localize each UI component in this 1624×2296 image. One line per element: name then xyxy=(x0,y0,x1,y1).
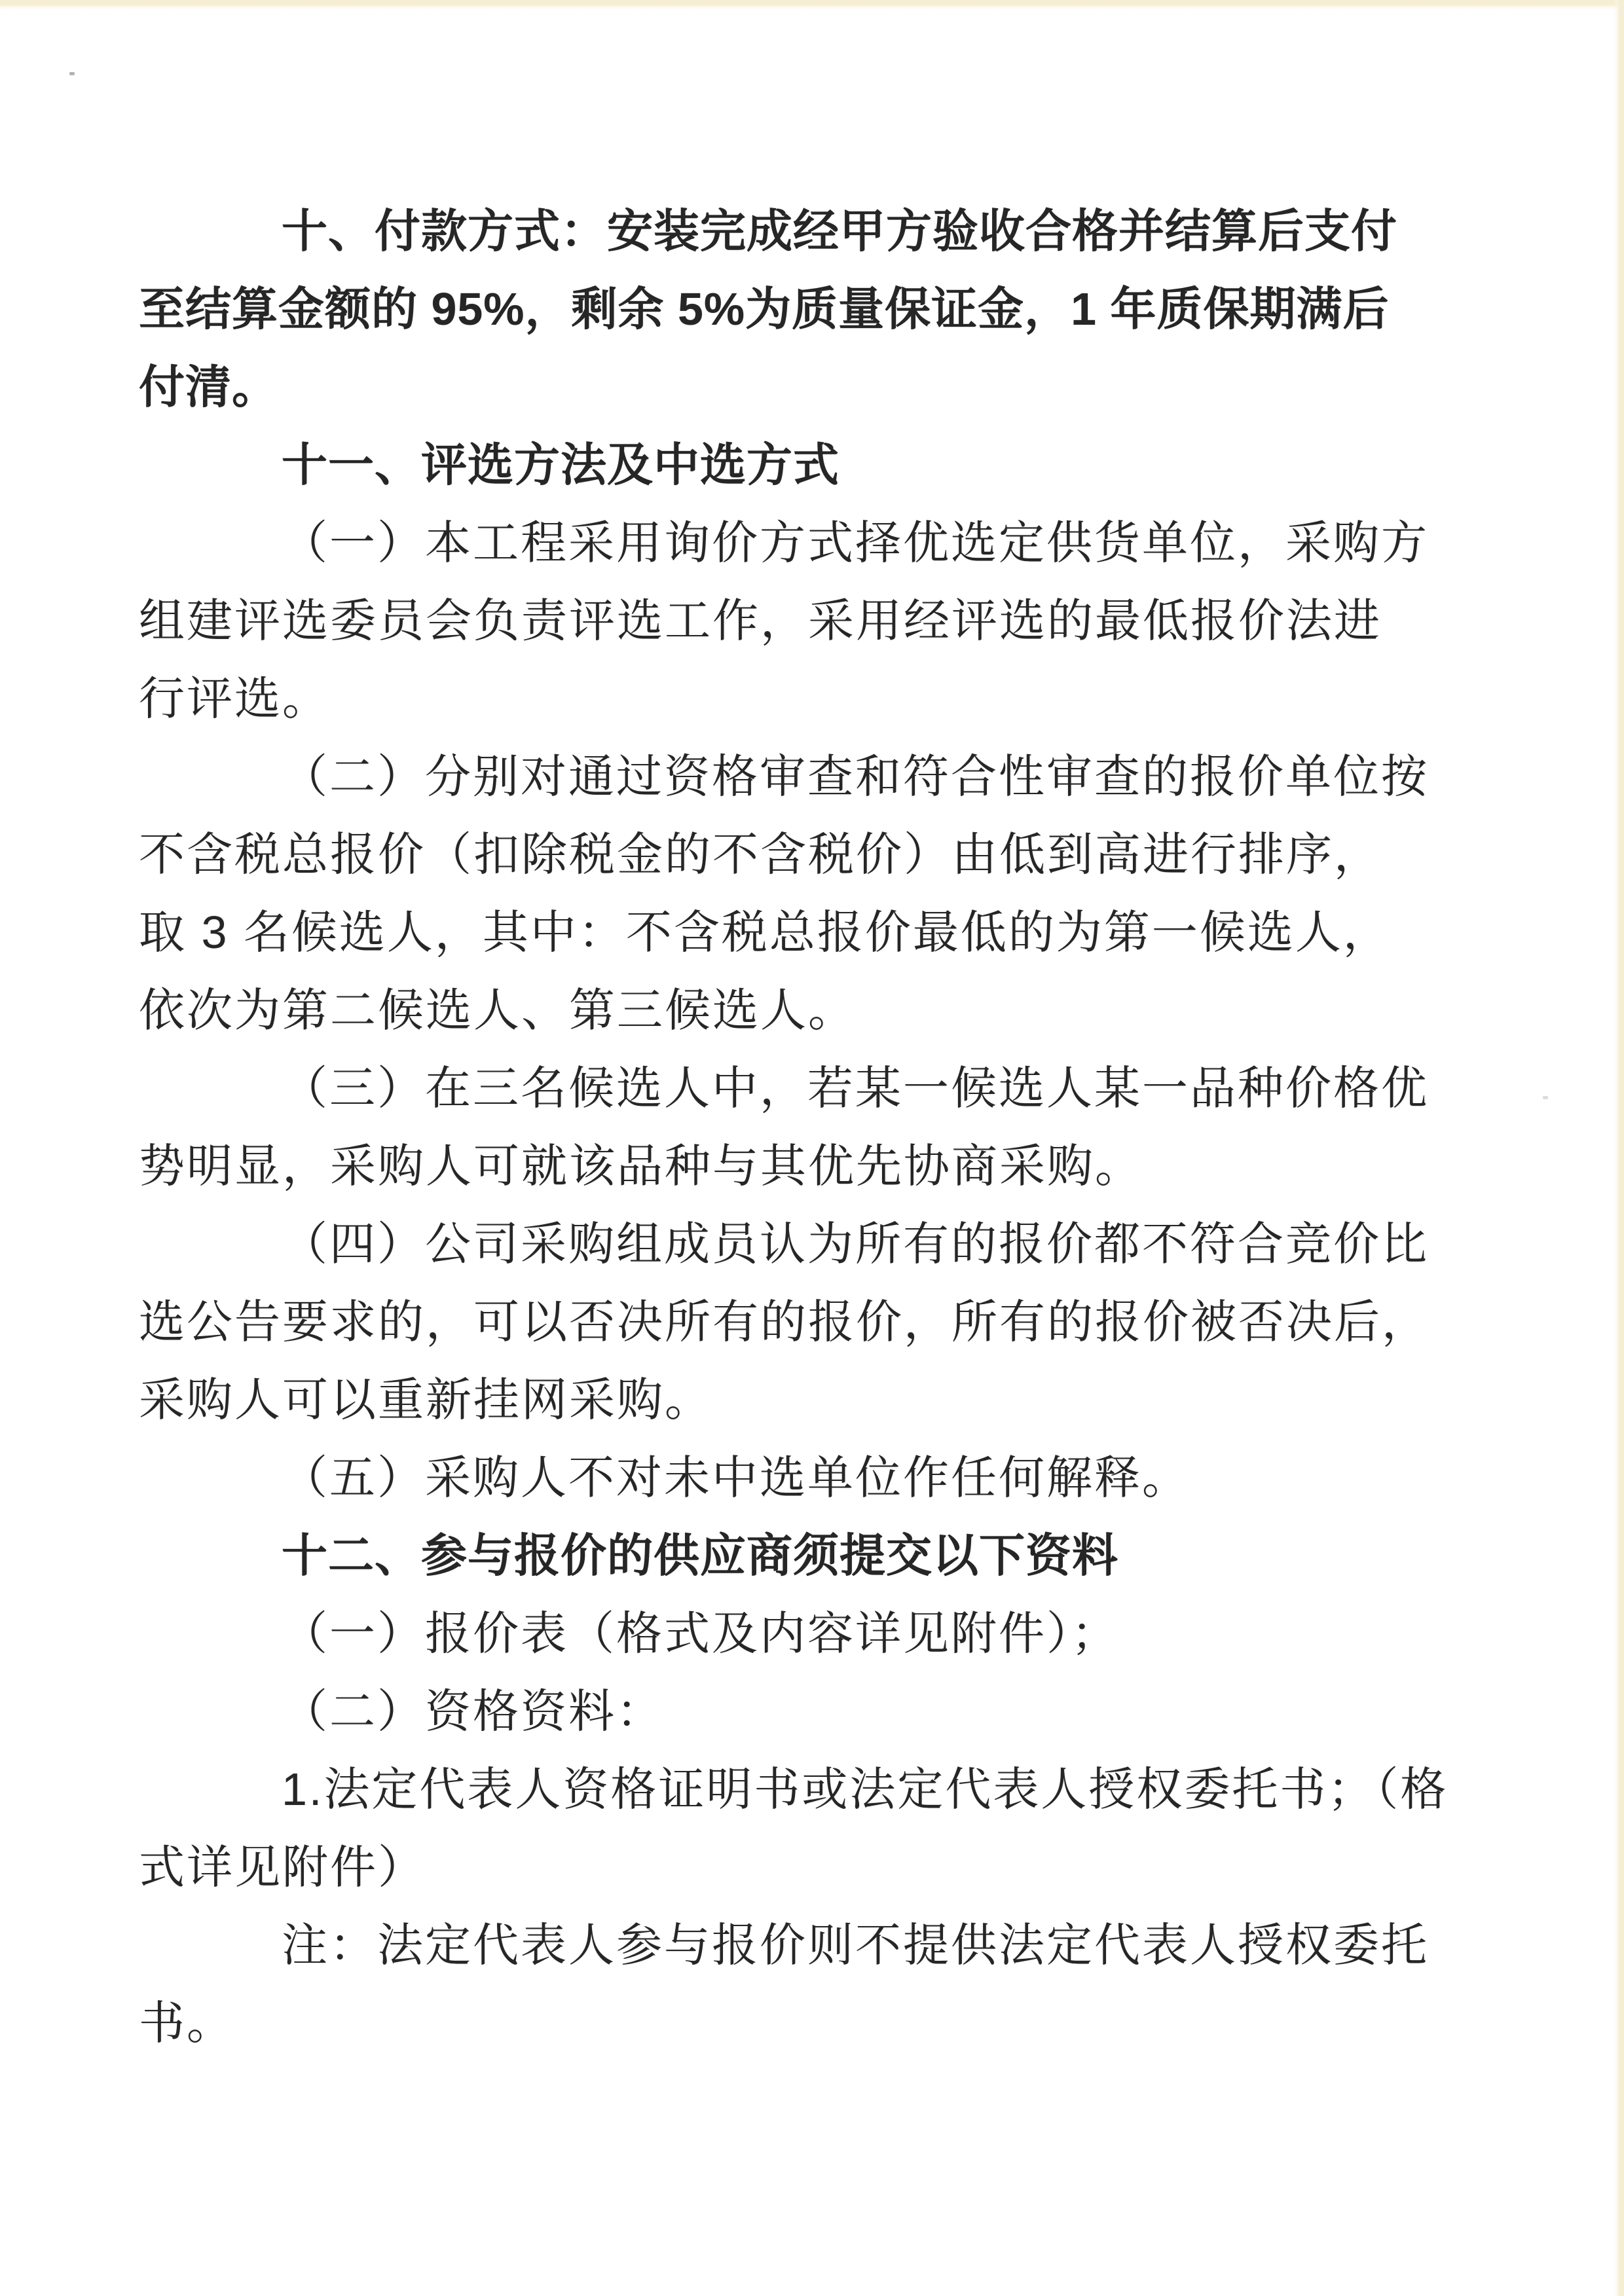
text-line: 十二、参与报价的供应商须提交以下资料 xyxy=(282,1530,1118,1581)
text-line: 十、付款方式：安装完成经甲方验收合格并结算后支付 xyxy=(282,206,1397,257)
text-line: （四）公司采购组成员认为所有的报价都不符合竞价比 xyxy=(282,1218,1429,1269)
text-line: （二）资格资料： xyxy=(282,1686,664,1737)
text-line: 注：法定代表人参与报价则不提供法定代表人授权委托 xyxy=(282,1920,1429,1971)
text-line: 依次为第二候选人、第三候选人。 xyxy=(139,985,856,1036)
text-line: 至结算金额的 95%，剩余 5%为质量保证金，1 年质保期满后 xyxy=(139,283,1390,335)
text-line: 1.法定代表人资格证明书或法定代表人授权委托书；（格 xyxy=(282,1764,1449,1815)
document-body xyxy=(139,192,1449,2062)
scan-speck xyxy=(1543,1096,1548,1099)
text-line: 书。 xyxy=(139,1997,234,2049)
text-line: 组建评选委员会负责评选工作，采用经评选的最低报价法进 xyxy=(139,595,1382,646)
text-line: 式详见附件） xyxy=(139,1842,426,1893)
text-line: 选公告要求的，可以否决所有的报价，所有的报价被否决后， xyxy=(139,1296,1430,1347)
text-line: 取 3 名候选人，其中：不含税总报价最低的为第一候选人， xyxy=(139,907,1391,958)
text-line: （一）报价表（格式及内容详见附件）； xyxy=(282,1608,1119,1659)
text-line: （一）本工程采用询价方式择优选定供货单位，采购方 xyxy=(282,517,1429,568)
text-line: 采购人可以重新挂网采购。 xyxy=(139,1374,712,1425)
text-line: （二）分别对通过资格审查和符合性审查的报价单位按 xyxy=(282,751,1429,802)
text-line: 行评选。 xyxy=(139,673,330,724)
scan-artifact-right-edge xyxy=(1613,0,1624,2296)
text-line: （五）采购人不对未中选单位作任何解释。 xyxy=(282,1452,1190,1503)
text-line: 不含税总报价（扣除税金的不含税价）由低到高进行排序， xyxy=(139,829,1382,880)
scan-artifact-top-edge xyxy=(0,0,1624,10)
text-line: 十一、评选方法及中选方式 xyxy=(282,439,840,490)
text-line: 付清。 xyxy=(139,361,278,412)
text-line: 势明显，采购人可就该品种与其优先协商采购。 xyxy=(139,1140,1143,1192)
text-line: （三）在三名候选人中，若某一候选人某一品种价格优 xyxy=(282,1063,1429,1114)
scan-speck xyxy=(69,72,75,75)
